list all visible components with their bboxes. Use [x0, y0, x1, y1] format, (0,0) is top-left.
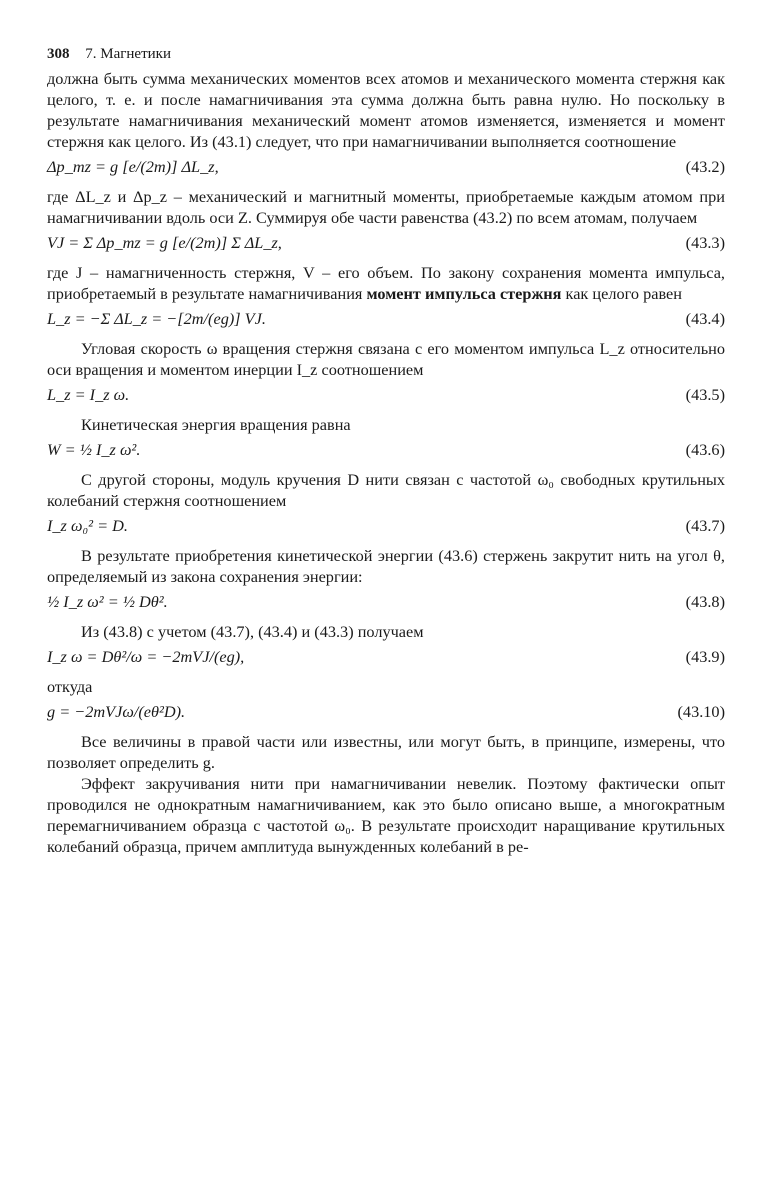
- paragraph-text: С другой стороны, модуль кручения D нити связан с частотой ω₀ свободных крутильных колебаний стержня соотношением: [47, 470, 725, 510]
- equation-number: (43.9): [685, 647, 725, 666]
- equation: [47, 646, 725, 668]
- equation-number: (43.6): [685, 440, 725, 459]
- paragraph-text: Кинетическая энергия вращения равна: [81, 415, 351, 434]
- paragraph-text: где ΔL_z и Δp_z – механический и магнитный моменты, приобретаемые каждым атомом при намагничивании вдоль оси Z. Суммируя обе части равенства (43.2) по всем атомам, получаем: [47, 187, 725, 227]
- equation-formula: VJ = Σ Δp_mz = g [e/(2m)] Σ ΔL_z,: [47, 233, 282, 252]
- paragraph: [47, 68, 725, 152]
- equation-number: (43.5): [685, 385, 725, 404]
- equation: [47, 515, 725, 537]
- page: [47, 40, 725, 857]
- paragraph-text: должна быть сумма механических моментов всех атомов и механического момента стержня как целого, т. е. и после намагничивания эта сумма должна быть равна нулю. Но поскольку в результате намагничивания механический момент атомов изменяется, изменяется и момент стержня как целого. Из (43.1) следует, что при намагничивании выполняется соотношение: [47, 69, 725, 151]
- equation: [47, 439, 725, 461]
- equation-formula: I_z ω = Dθ²/ω = −2mVJ/(eg),: [47, 647, 245, 666]
- paragraph: [47, 731, 725, 773]
- paragraph-text: где J – намагниченность стержня, V – его объем. По закону сохранения момента импульса, приобретаемый в результате намагничивания: [47, 263, 725, 303]
- equation-number: (43.4): [685, 309, 725, 328]
- chapter-title: 7. Магнетики: [85, 46, 171, 62]
- equation: [47, 701, 725, 723]
- paragraph-text: В результате приобретения кинетической энергии (43.6) стержень закрутит нить на угол θ, определяемый из закона сохранения энергии:: [47, 546, 725, 586]
- paragraph-text: Угловая скорость ω вращения стержня связана с его моментом импульса L_z относительно оси вращения и моментом инерции I_z соотношением: [47, 339, 725, 379]
- equation-number: (43.7): [685, 516, 725, 535]
- equation-formula: I_z ω₀² = D.: [47, 516, 128, 535]
- equation-formula: W = ½ I_z ω².: [47, 440, 141, 459]
- paragraph-text: откуда: [47, 677, 93, 696]
- paragraph: [47, 414, 725, 435]
- paragraph: [47, 676, 725, 697]
- paragraph: [47, 621, 725, 642]
- page-body: [47, 68, 725, 857]
- paragraph-text: как целого равен: [565, 284, 682, 303]
- equation: [47, 232, 725, 254]
- equation-formula: Δp_mz = g [e/(2m)] ΔL_z,: [47, 157, 219, 176]
- paragraph: [47, 338, 725, 380]
- paragraph: [47, 773, 725, 857]
- paragraph: [47, 545, 725, 587]
- paragraph: [47, 262, 725, 304]
- equation: [47, 591, 725, 613]
- equation: [47, 308, 725, 330]
- running-header: [47, 40, 725, 68]
- equation-number: (43.2): [685, 157, 725, 176]
- equation: [47, 384, 725, 406]
- equation-formula: L_z = I_z ω.: [47, 385, 130, 404]
- paragraph: [47, 469, 725, 511]
- paragraph: [47, 186, 725, 228]
- equation-number: (43.10): [677, 702, 725, 721]
- paragraph-text: Эффект закручивания нити при намагничивании невелик. Поэтому фактически опыт проводился не однократным намагничиванием, как это было описано выше, а многократным перемагничиванием образца с частотой ω₀. В результате происходит наращивание крутильных колебаний образца, причем амплитуда вынужденных колебаний в ре-: [47, 774, 725, 856]
- equation-number: (43.3): [685, 233, 725, 252]
- emphasized-term: момент импульса стержня: [366, 284, 562, 303]
- paragraph-text: Все величины в правой части или известны, или могут быть, в принципе, измерены, что позволяет определить g.: [47, 732, 725, 772]
- paragraph-text: Из (43.8) с учетом (43.7), (43.4) и (43.3) получаем: [81, 622, 424, 641]
- equation-formula: ½ I_z ω² = ½ Dθ².: [47, 592, 168, 611]
- equation-number: (43.8): [685, 592, 725, 611]
- equation-formula: L_z = −Σ ΔL_z = −[2m/(eg)] VJ.: [47, 309, 266, 328]
- equation: [47, 156, 725, 178]
- page-number: 308: [47, 46, 70, 62]
- equation-formula: g = −2mVJω/(eθ²D).: [47, 702, 186, 721]
